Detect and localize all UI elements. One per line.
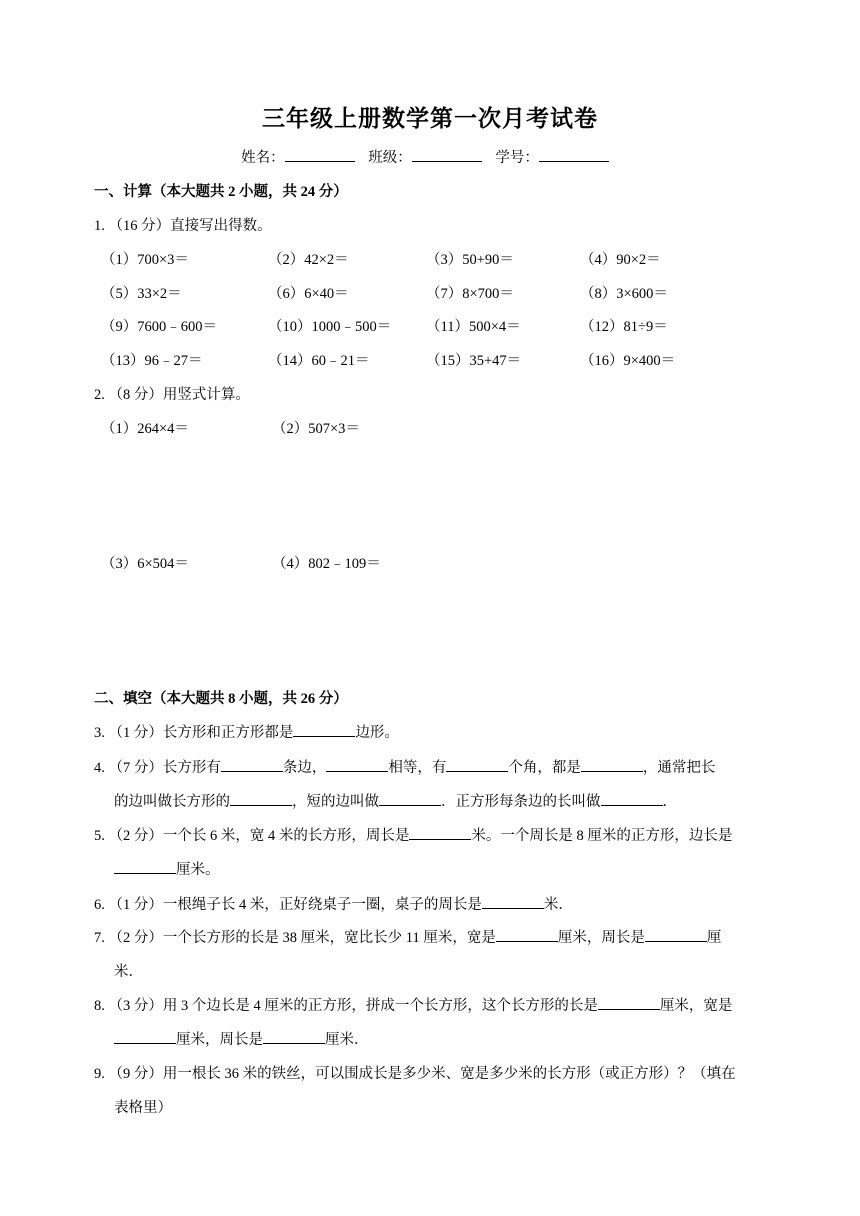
q4-text: 个角，都是 [508, 760, 581, 776]
q4-text: 4. （7 分）长方形有 [94, 760, 221, 776]
answer-blank[interactable] [645, 927, 707, 942]
q4-text: ，短的边叫做 [292, 794, 379, 810]
q1-item: （10）1000﹣500＝ [268, 319, 392, 335]
q1-item: （6）6×40＝ [268, 286, 349, 302]
q4-text: 条边， [282, 760, 327, 776]
page-title: 三年级上册数学第一次月考试卷 [262, 106, 598, 131]
q6-text: 6. （1 分）一根绳子长 4 米，正好绕桌子一圈，桌子的周长是 [94, 897, 482, 913]
answer-blank[interactable] [446, 757, 508, 772]
q1-item: （11）500×4＝ [426, 319, 521, 335]
question-4-line-2 [114, 790, 677, 811]
q8-text: 厘米． [325, 1032, 369, 1048]
answer-blank[interactable] [581, 757, 643, 772]
q2-item: （2）507×3＝ [272, 421, 360, 437]
q2-item: （1）264×4＝ [101, 421, 189, 437]
q1-item: （8）3×600＝ [580, 286, 668, 302]
q1-item: （13）96﹣27＝ [101, 353, 203, 369]
q2-item: （4）802﹣109＝ [272, 556, 381, 572]
answer-blank[interactable] [221, 757, 283, 772]
q4-text: 的边叫做长方形的 [114, 794, 230, 810]
answer-blank[interactable] [293, 722, 355, 737]
q4-text: ．正方形每条边的长叫做 [441, 794, 601, 810]
q7-text: 厘 [706, 930, 722, 946]
q6-text: 米． [543, 897, 573, 913]
q5-text: 米。一个周长是 8 厘米的正方形，边长是 [471, 828, 733, 844]
answer-blank[interactable] [326, 757, 388, 772]
question-5 [94, 824, 732, 845]
answer-blank[interactable] [263, 1029, 325, 1044]
q5-text: 5. （2 分）一个长 6 米，宽 4 米的长方形，周长是 [94, 828, 410, 844]
q1-item: （1）700×3＝ [101, 252, 189, 268]
name-blank[interactable] [285, 147, 355, 162]
question-9-line-2: 表格里） [114, 1100, 172, 1116]
q4-text: ，通常把长 [642, 760, 716, 776]
q1-item: （7）8×700＝ [426, 286, 514, 302]
question-8 [94, 994, 732, 1015]
question-5-line-2 [114, 858, 220, 879]
q4-text: ． [662, 794, 677, 810]
q1-item: （2）42×2＝ [268, 252, 349, 268]
question-2: 2. （8 分）用竖式计算。 [94, 387, 250, 403]
student-info [0, 146, 860, 167]
class-blank[interactable] [412, 147, 482, 162]
name-label: 姓名： [241, 150, 285, 166]
q2-item: （3）6×504＝ [101, 556, 189, 572]
q7-text: 厘米，周长是 [557, 930, 645, 946]
q1-item: （15）35+47＝ [426, 353, 522, 369]
id-label: 学号： [495, 150, 539, 166]
q4-text: 相等，有 [388, 760, 447, 776]
question-7-line-2: 米． [114, 964, 143, 980]
section-2-heading: 二、填空（本大题共 8 小题，共 26 分） [94, 691, 348, 707]
answer-blank[interactable] [482, 894, 544, 909]
q7-text: 7. （2 分）一个长方形的长是 38 厘米，宽比长少 11 厘米，宽是 [94, 930, 496, 946]
section-1-heading: 一、计算（本大题共 2 小题，共 24 分） [94, 184, 348, 200]
q1-item: （3）50+90＝ [426, 252, 514, 268]
question-8-line-2 [114, 1028, 369, 1049]
answer-blank[interactable] [230, 791, 292, 806]
question-6 [94, 893, 573, 914]
q1-item: （5）33×2＝ [101, 286, 182, 302]
q1-item: （12）81÷9＝ [580, 319, 668, 335]
question-4 [94, 756, 715, 777]
q5-text: 厘米。 [176, 862, 220, 878]
question-1: 1. （16 分）直接写出得数。 [94, 218, 272, 234]
question-3 [94, 721, 399, 742]
question-7 [94, 926, 721, 947]
answer-blank[interactable] [114, 1029, 176, 1044]
q1-item: （14）60﹣21＝ [268, 353, 370, 369]
answer-blank[interactable] [496, 927, 558, 942]
answer-blank[interactable] [601, 791, 663, 806]
q3-text: 边形。 [355, 725, 399, 741]
q8-text: 厘米，宽是 [659, 998, 733, 1014]
answer-blank[interactable] [598, 995, 660, 1010]
question-9: 9. （9 分）用一根长 36 米的铁丝，可以围成长是多少米、宽是多少米的长方形（或正方形）？（填在 [94, 1066, 736, 1082]
answer-blank[interactable] [379, 791, 441, 806]
q1-item: （9）7600﹣600＝ [101, 319, 217, 335]
q3-text: 3. （1 分）长方形和正方形都是 [94, 725, 294, 741]
q8-text: 8. （3 分）用 3 个边长是 4 厘米的正方形，拼成一个长方形，这个长方形的长是 [94, 998, 598, 1014]
class-label: 班级： [368, 150, 412, 166]
id-blank[interactable] [539, 147, 609, 162]
q8-text: 厘米，周长是 [176, 1032, 263, 1048]
answer-blank[interactable] [114, 859, 176, 874]
q1-item: （16）9×400＝ [580, 353, 676, 369]
q1-item: （4）90×2＝ [580, 252, 661, 268]
answer-blank[interactable] [409, 825, 471, 840]
